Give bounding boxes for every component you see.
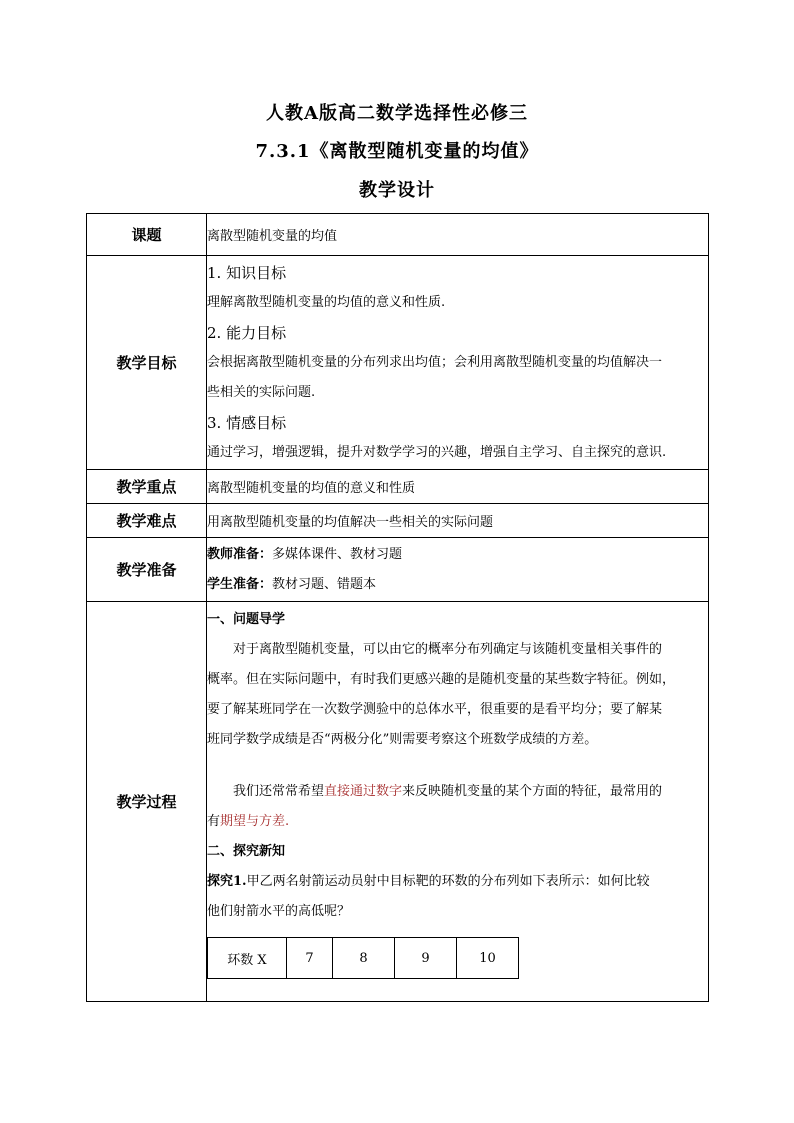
- process-para1-a: 对于离散型随机变量，可以由它的概率分布列确定与该随机变量相关事件的: [233, 642, 663, 657]
- process-para1-c: 要了解某班同学在一次数学测验中的总体水平，很重要的是看平均分；要了解某: [207, 702, 663, 717]
- distribution-cell: 环数 X: [208, 938, 287, 979]
- process-section-2: 二、探究新知: [207, 844, 286, 859]
- value-topic: 离散型随机变量的均值: [207, 214, 709, 256]
- goal-heading-ability: 2. 能力目标: [207, 323, 287, 342]
- prep-student: [207, 570, 708, 600]
- para2b-pre: 有: [207, 814, 221, 829]
- para2-post: 来反映随机变量的某个方面的特征，最常用的: [402, 784, 663, 799]
- prep-teacher-label: 教师准备：: [207, 546, 273, 562]
- label-process: 教学过程: [87, 602, 207, 1002]
- doc-title-course: 人教A版高二数学选择性必修三: [266, 103, 528, 124]
- explore-label: 探究1.: [207, 874, 247, 889]
- goal-text-ability-1: 会根据离散型随机变量的分布列求出均值；会利用离散型随机变量的均值解决一: [207, 354, 663, 370]
- label-difficulty: 教学难点: [87, 504, 207, 538]
- prep-teacher-value: 多媒体课件、教材习题: [272, 546, 403, 562]
- para2b-highlight: 期望与方差: [220, 814, 286, 829]
- row-process: [87, 602, 709, 1002]
- para2b-post: .: [285, 814, 290, 829]
- label-topic: 课题: [87, 214, 207, 256]
- goal-text-knowledge: 理解离散型随机变量的均值的意义和性质.: [207, 294, 446, 310]
- prep-student-value: 教材习题、错题本: [272, 576, 377, 592]
- row-topic: [87, 214, 709, 256]
- goal-text-emotion: 通过学习，增强逻辑，提升对数学学习的兴趣，增强自主学习、自主探究的意识.: [207, 444, 667, 460]
- process-para2-a: [207, 777, 708, 807]
- process-section-1: 一、问题导学: [207, 612, 286, 627]
- distribution-cell: 9: [395, 938, 457, 979]
- lesson-plan-table: [86, 213, 709, 1002]
- label-goals: 教学目标: [87, 256, 207, 470]
- para2-highlight: 直接通过数字: [324, 784, 403, 799]
- prep-teacher: [207, 540, 708, 570]
- goal-heading-emotion: 3. 情感目标: [207, 413, 287, 432]
- process-para1-b: 概率。但在实际问题中，有时我们更感兴趣的是随机变量的某些数字特征。例如，: [207, 672, 676, 687]
- doc-title-type: 教学设计: [359, 180, 435, 201]
- distribution-cell: 7: [287, 938, 333, 979]
- row-prep: [87, 538, 709, 602]
- value-prep: [207, 538, 709, 602]
- label-prep: 教学准备: [87, 538, 207, 602]
- label-key: 教学重点: [87, 470, 207, 504]
- goal-text-ability-2: 些相关的实际问题.: [207, 384, 316, 400]
- process-explore-b: 他们射箭水平的高低呢？: [207, 904, 351, 919]
- distribution-cell: 8: [333, 938, 395, 979]
- value-key: 离散型随机变量的均值的意义和性质: [207, 470, 709, 504]
- row-difficulty: [87, 504, 709, 538]
- process-para1-d: 班同学数学成绩是否“两极分化”则需要考察这个班数学成绩的方差。: [207, 732, 598, 747]
- process-para2-b: [207, 807, 708, 837]
- para2-pre: 我们还常常希望: [233, 784, 325, 799]
- distribution-cell: 10: [457, 938, 519, 979]
- process-spacer: [207, 755, 708, 777]
- row-key: [87, 470, 709, 504]
- value-difficulty: 用离散型随机变量的均值解决一些相关的实际问题: [207, 504, 709, 538]
- value-process: [207, 602, 709, 1002]
- value-goals: [207, 256, 709, 470]
- explore-text-a: 甲乙两名射箭运动员射中目标靶的环数的分布列如下表所示：如何比较: [246, 874, 650, 889]
- doc-title-lesson: 7.3.1《离散型随机变量的均值》: [255, 141, 539, 162]
- prep-student-label: 学生准备：: [207, 576, 273, 592]
- goal-heading-knowledge: 1. 知识目标: [207, 263, 287, 282]
- distribution-header-row: [208, 938, 519, 979]
- row-goals: [87, 256, 709, 470]
- process-explore-a: [207, 867, 708, 897]
- distribution-table: [207, 937, 519, 979]
